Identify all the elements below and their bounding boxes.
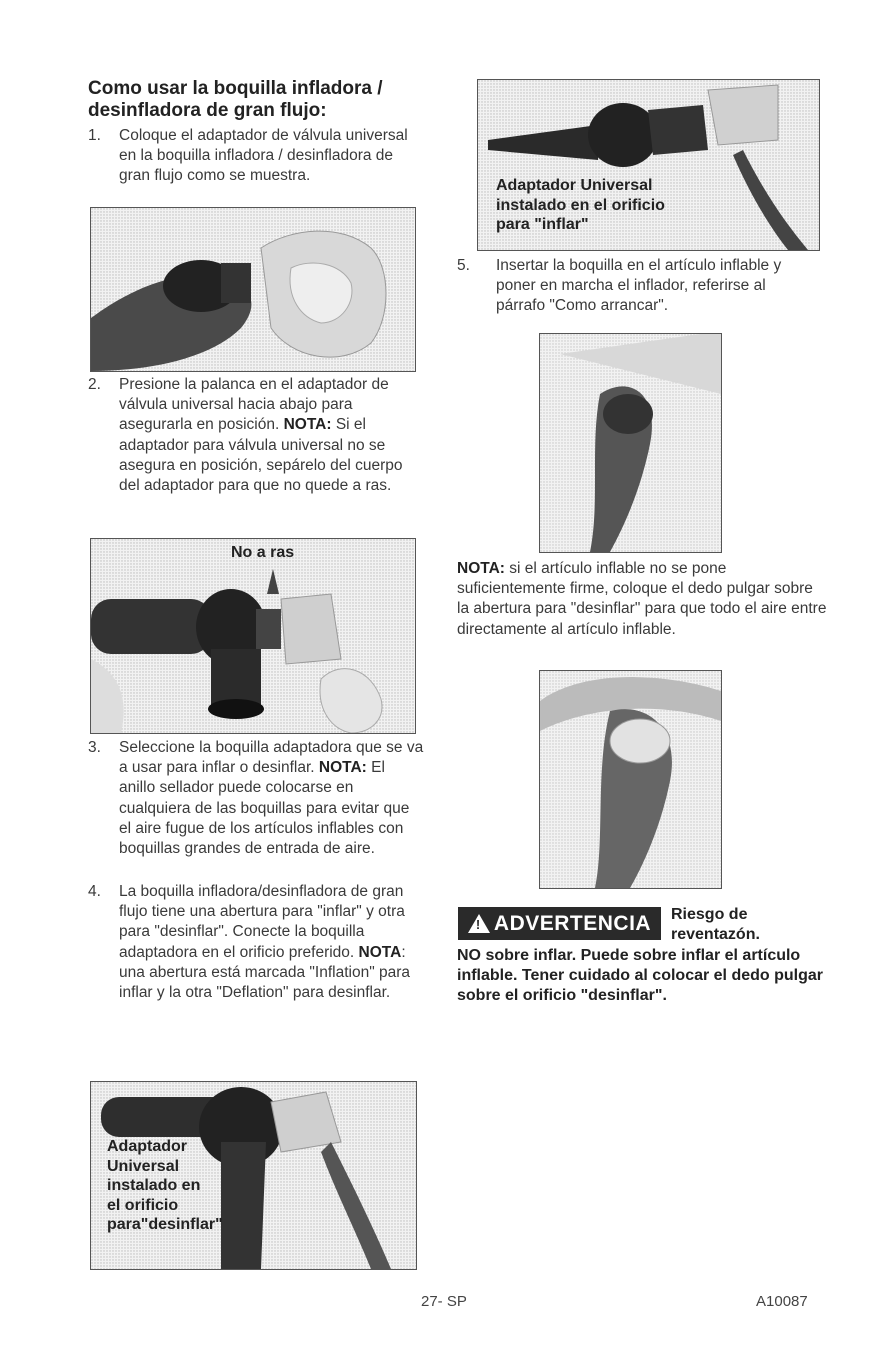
step-number: 5. (457, 257, 470, 274)
step-text: Insertar la boquilla en el artículo inflable y poner en marcha el inflador, referirse al párrafo "Como arrancar". (496, 257, 782, 315)
step-number: 2. (88, 376, 101, 393)
step-text: La boquilla infladora/desinfladora de gran flujo tiene una abertura para "inflar" y otra para "desinflar". Conecte la boquilla adaptadora en el orificio preferido. NOTA: una abertura está marcada "Inflation" para inflar y la otra "Deflation" para desinflar. (119, 883, 411, 1002)
step-text: Coloque el adaptador de válvula universal en la boquilla infladora / desinfladora de gran flujo como se muestra. (119, 127, 408, 185)
caption-no-a-ras: No a ras (231, 544, 295, 561)
photo-adapter-on-nozzle (90, 207, 416, 372)
section-heading: Como usar la boquilla infladora / desinfladora de gran flujo: (88, 78, 383, 121)
photo-not-flush (90, 538, 416, 734)
step-text: Presione la palanca en el adaptador de válvula universal hacia abajo para asegurarla en posición. NOTA: Si el adaptador para válvula universal no se asegura en posición, sepárelo del cuerpo del adaptador para que no quede a ras. (119, 376, 403, 495)
document-code: A10087 (756, 1293, 808, 1310)
note-right: NOTA: si el artículo inflable no se pone suficientemente firme, coloque el dedo pulgar sobre la abertura para "desinflar" para que todo el aire entre directamente al artículo inflable. (457, 560, 827, 638)
step-number: 4. (88, 883, 101, 900)
photo-deflate-port (90, 1081, 417, 1270)
warning-risk: Riesgo de reventazón. (671, 906, 760, 943)
warning-triangle-icon (468, 914, 490, 933)
photo-thumb-over-port (539, 670, 722, 889)
photo-inflate-port (477, 79, 820, 251)
warning-badge: ! ADVERTENCIA (458, 907, 661, 940)
step-number: 3. (88, 739, 101, 756)
step-text: Seleccione la boquilla adaptadora que se va a usar para inflar o desinflar. NOTA: El anillo sellador puede colocarse en cualquiera de las boquillas para evitar que el aire fugue de los artículos inflables con boquillas grandes de entrada de aire. (119, 739, 424, 858)
page-number: 27- SP (421, 1293, 467, 1310)
warning-text: NO sobre inflar. Puede sobre inflar el artículo inflable. Tener cuidado al colocar el dedo pulgar sobre el orificio "desinflar". (457, 947, 823, 1004)
step-number: 1. (88, 127, 101, 144)
caption-deflate: Adaptador Universal instalado en el orificio para"desinflar" (107, 1138, 223, 1233)
photo-insert-nozzle (539, 333, 722, 553)
caption-inflate: Adaptador Universal instalado en el orificio para "inflar" (496, 177, 665, 233)
